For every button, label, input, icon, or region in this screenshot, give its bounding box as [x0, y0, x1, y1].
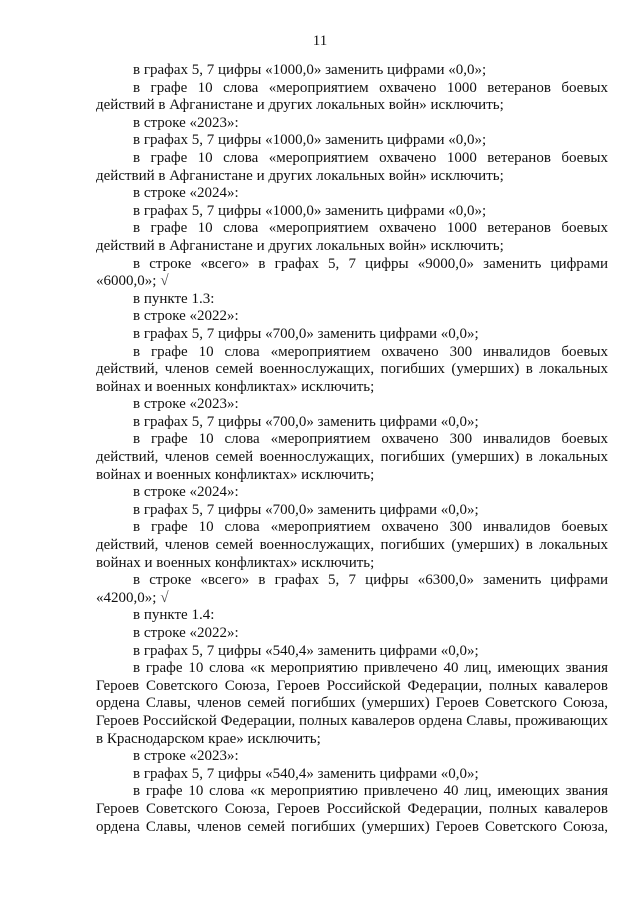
- text-line-content: в графах 5, 7 цифры «700,0» заменить цифрами «0,0»;: [133, 501, 479, 518]
- handwritten-check-mark: √: [160, 273, 169, 290]
- text-line: [96, 572, 608, 590]
- text-line: [96, 502, 608, 520]
- text-line-content: войнах и военных конфликтах» исключить;: [96, 378, 375, 395]
- text-line: [96, 643, 608, 661]
- text-line: [96, 326, 608, 344]
- text-line: [96, 256, 608, 274]
- text-line-content: действий, членов семей военнослужащих, погибших (умерших) в локальных: [96, 449, 608, 466]
- text-line-content: в графах 5, 7 цифры «700,0» заменить цифрами «0,0»;: [133, 413, 479, 430]
- text-line-content: в графах 5, 7 цифры «540,4» заменить цифрами «0,0»;: [133, 765, 479, 782]
- text-line-content: в пункте 1.4:: [133, 607, 215, 624]
- text-line-content: в графе 10 слова «к мероприятию привлечено 40 лиц, имеющих звания: [133, 660, 608, 677]
- text-line-content: в Краснодарском крае» исключить;: [96, 730, 321, 747]
- text-line: [96, 766, 608, 784]
- text-line: [96, 819, 608, 837]
- text-line: [96, 748, 608, 766]
- text-line: [96, 607, 608, 625]
- text-line-content: действий в Афганистане и других локальных войн» исключить;: [96, 237, 504, 254]
- text-line: [96, 431, 608, 449]
- text-line-content: в графах 5, 7 цифры «1000,0» заменить цифрами «0,0»;: [133, 132, 487, 149]
- text-line: [96, 308, 608, 326]
- text-line-content: в строке «всего» в графах 5, 7 цифры «9000,0» заменить цифрами: [133, 255, 608, 272]
- text-line-content: действий, членов семей военнослужащих, погибших (умерших) в локальных: [96, 537, 608, 554]
- text-line: [96, 801, 608, 819]
- text-line: [96, 783, 608, 801]
- text-line: [96, 537, 608, 555]
- text-line: [96, 590, 608, 608]
- text-line-content: в строке «2022»:: [133, 308, 239, 325]
- text-line: [96, 62, 608, 80]
- text-line-content: в графах 5, 7 цифры «1000,0» заменить цифрами «0,0»;: [133, 62, 487, 78]
- text-line: [96, 80, 608, 98]
- text-line-content: в строке «2024»:: [133, 185, 239, 202]
- text-line: [96, 273, 608, 291]
- page-number: 11: [312, 33, 328, 49]
- text-line: [96, 291, 608, 309]
- text-line: [96, 484, 608, 502]
- text-line-content: в графе 10 слова «к мероприятию привлечено 40 лиц, имеющих звания: [133, 783, 608, 800]
- text-line-content: войнах и военных конфликтах» исключить;: [96, 554, 375, 571]
- text-line-content: в строке «2023»:: [133, 114, 239, 131]
- text-line: [96, 238, 608, 256]
- text-line: [96, 731, 608, 749]
- text-line-content: в строке «всего» в графах 5, 7 цифры «6300,0» заменить цифрами: [133, 572, 608, 589]
- text-line: [96, 625, 608, 643]
- text-line: [96, 660, 608, 678]
- text-line: [96, 132, 608, 150]
- text-line-content: в графе 10 слова «мероприятием охвачено 300 инвалидов боевых: [133, 431, 608, 448]
- handwritten-check-mark: √: [160, 589, 169, 606]
- text-line-content: в строке «2023»:: [133, 748, 239, 765]
- text-line: [96, 519, 608, 537]
- text-line-content: в графе 10 слова «мероприятием охвачено 1000 ветеранов боевых: [133, 79, 608, 96]
- document-body: [96, 62, 608, 836]
- text-line-content: Героев Российской Федерации, полных кавалеров ордена Славы, проживающих: [96, 712, 608, 729]
- text-line-content: «6000,0»;: [96, 273, 157, 290]
- text-line-content: в графе 10 слова «мероприятием охвачено 300 инвалидов боевых: [133, 343, 608, 360]
- text-line: [96, 168, 608, 186]
- text-line-content: войнах и военных конфликтах» исключить;: [96, 466, 375, 483]
- text-line: [96, 555, 608, 573]
- text-line: [96, 97, 608, 115]
- text-line: [96, 115, 608, 133]
- text-line-content: в строке «2024»:: [133, 484, 239, 501]
- text-line-content: в графе 10 слова «мероприятием охвачено 1000 ветеранов боевых: [133, 220, 608, 237]
- text-line: [96, 344, 608, 362]
- text-line: [96, 467, 608, 485]
- text-line-content: в графах 5, 7 цифры «540,4» заменить цифрами «0,0»;: [133, 642, 479, 659]
- text-line-content: ордена Славы, членов семей погибших (умерших) Героев Советского Союза,: [96, 818, 608, 835]
- text-line: [96, 414, 608, 432]
- text-line-content: в графе 10 слова «мероприятием охвачено 1000 ветеранов боевых: [133, 149, 608, 166]
- text-line: [96, 678, 608, 696]
- text-line-content: действий в Афганистане и других локальных войн» исключить;: [96, 97, 504, 114]
- text-line: [96, 379, 608, 397]
- text-line: [96, 220, 608, 238]
- text-line-content: ордена Славы, членов семей погибших (умерших) Героев Советского Союза,: [96, 695, 608, 712]
- text-line-content: в пункте 1.3:: [133, 290, 215, 307]
- text-line-content: в графе 10 слова «мероприятием охвачено 300 инвалидов боевых: [133, 519, 608, 536]
- text-line: [96, 361, 608, 379]
- text-line-content: в графах 5, 7 цифры «700,0» заменить цифрами «0,0»;: [133, 325, 479, 342]
- text-line-content: Героев Советского Союза, Героев Российской Федерации, полных кавалеров: [96, 677, 608, 694]
- text-line-content: действий в Афганистане и других локальных войн» исключить;: [96, 167, 504, 184]
- text-line-content: в строке «2022»:: [133, 625, 239, 641]
- text-line: [96, 203, 608, 221]
- text-line-content: в строке «2023»:: [133, 396, 239, 413]
- text-line: [96, 713, 608, 731]
- text-line: [96, 449, 608, 467]
- text-line-content: в графах 5, 7 цифры «1000,0» заменить цифрами «0,0»;: [133, 202, 487, 219]
- text-line: [96, 185, 608, 203]
- text-line: [96, 150, 608, 168]
- text-line: [96, 396, 608, 414]
- text-line-content: действий, членов семей военнослужащих, погибших (умерших) в локальных: [96, 361, 608, 378]
- text-line-content: «4200,0»;: [96, 589, 157, 606]
- text-line: [96, 695, 608, 713]
- text-line-content: Героев Советского Союза, Героев Российской Федерации, полных кавалеров: [96, 800, 608, 817]
